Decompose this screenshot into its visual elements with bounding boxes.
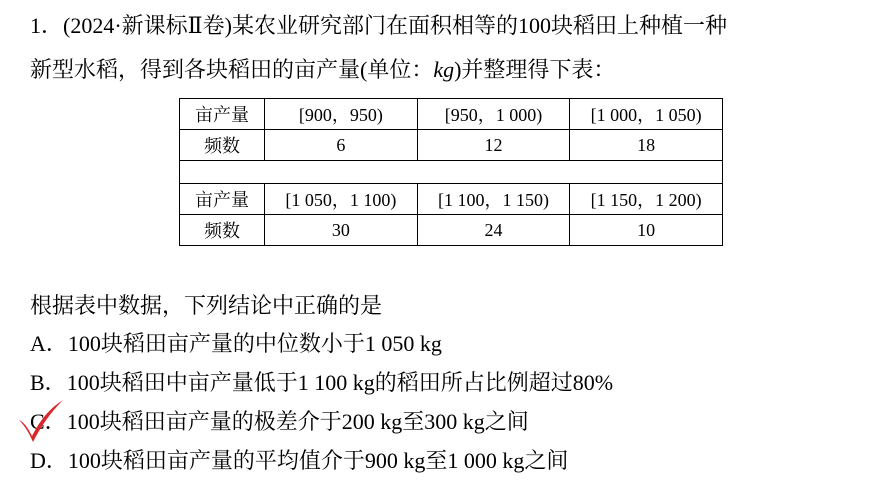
table-row-freq-bottom (180, 215, 723, 246)
option-letter: A． (30, 331, 68, 356)
option-text: 100块稻田亩产量的极差介于200 kg至300 kg之间 (66, 409, 529, 434)
option-letter: D． (30, 448, 68, 473)
question-source: (2024·新课标Ⅱ卷) (63, 13, 232, 38)
option-b[interactable] (30, 369, 613, 397)
freq-cell: 30 (265, 215, 418, 246)
freq-cell: 18 (570, 130, 723, 161)
spacer-cell (180, 161, 723, 184)
table-spacer-row (180, 161, 723, 184)
freq-cell: 6 (265, 130, 418, 161)
interval-cell: [1 050，1 100) (265, 184, 418, 215)
question-text-2: 新型水稻，得到各块稻田的亩产量(单位： (30, 57, 434, 82)
row-label-freq: 频数 (180, 130, 265, 161)
freq-cell: 10 (570, 215, 723, 246)
question-text-1: 某农业研究部门在面积相等的100块稻田上种植一种 (231, 13, 727, 38)
row-label-yield: 亩产量 (180, 184, 265, 215)
table-row-yield-bottom (180, 184, 723, 215)
unit-label: kg (433, 57, 455, 82)
checkmark-icon (16, 398, 66, 444)
interval-cell: [900，950) (265, 99, 418, 130)
option-a[interactable] (30, 330, 442, 358)
row-label-freq: 频数 (180, 215, 265, 246)
freq-cell: 24 (417, 215, 570, 246)
question-line-1 (30, 12, 727, 40)
question-prompt: 根据表中数据，下列结论中正确的是 (30, 293, 383, 318)
option-d[interactable] (30, 447, 568, 475)
question-line-2 (30, 56, 615, 84)
interval-cell: [950，1 000) (417, 99, 570, 130)
table-row-freq-top (180, 130, 723, 161)
freq-cell: 12 (417, 130, 570, 161)
option-letter: B． (30, 370, 67, 395)
question-number: 1． (30, 13, 64, 38)
interval-cell: [1 100，1 150) (417, 184, 570, 215)
option-letter: C． (30, 409, 67, 434)
option-text: 100块稻田亩产量的平均值介于900 kg至1 000 kg之间 (67, 448, 569, 473)
interval-cell: [1 000，1 050) (570, 99, 723, 130)
option-c[interactable] (30, 408, 529, 436)
option-text: 100块稻田亩产量的中位数小于1 050 kg (67, 331, 442, 356)
option-text: 100块稻田中亩产量低于1 100 kg的稻田所占比例超过80% (66, 370, 614, 395)
question-text-3: )并整理得下表： (454, 57, 616, 82)
table-row-yield-top (180, 99, 723, 130)
row-label-yield: 亩产量 (180, 99, 265, 130)
frequency-table (179, 98, 723, 246)
interval-cell: [1 150，1 200) (570, 184, 723, 215)
